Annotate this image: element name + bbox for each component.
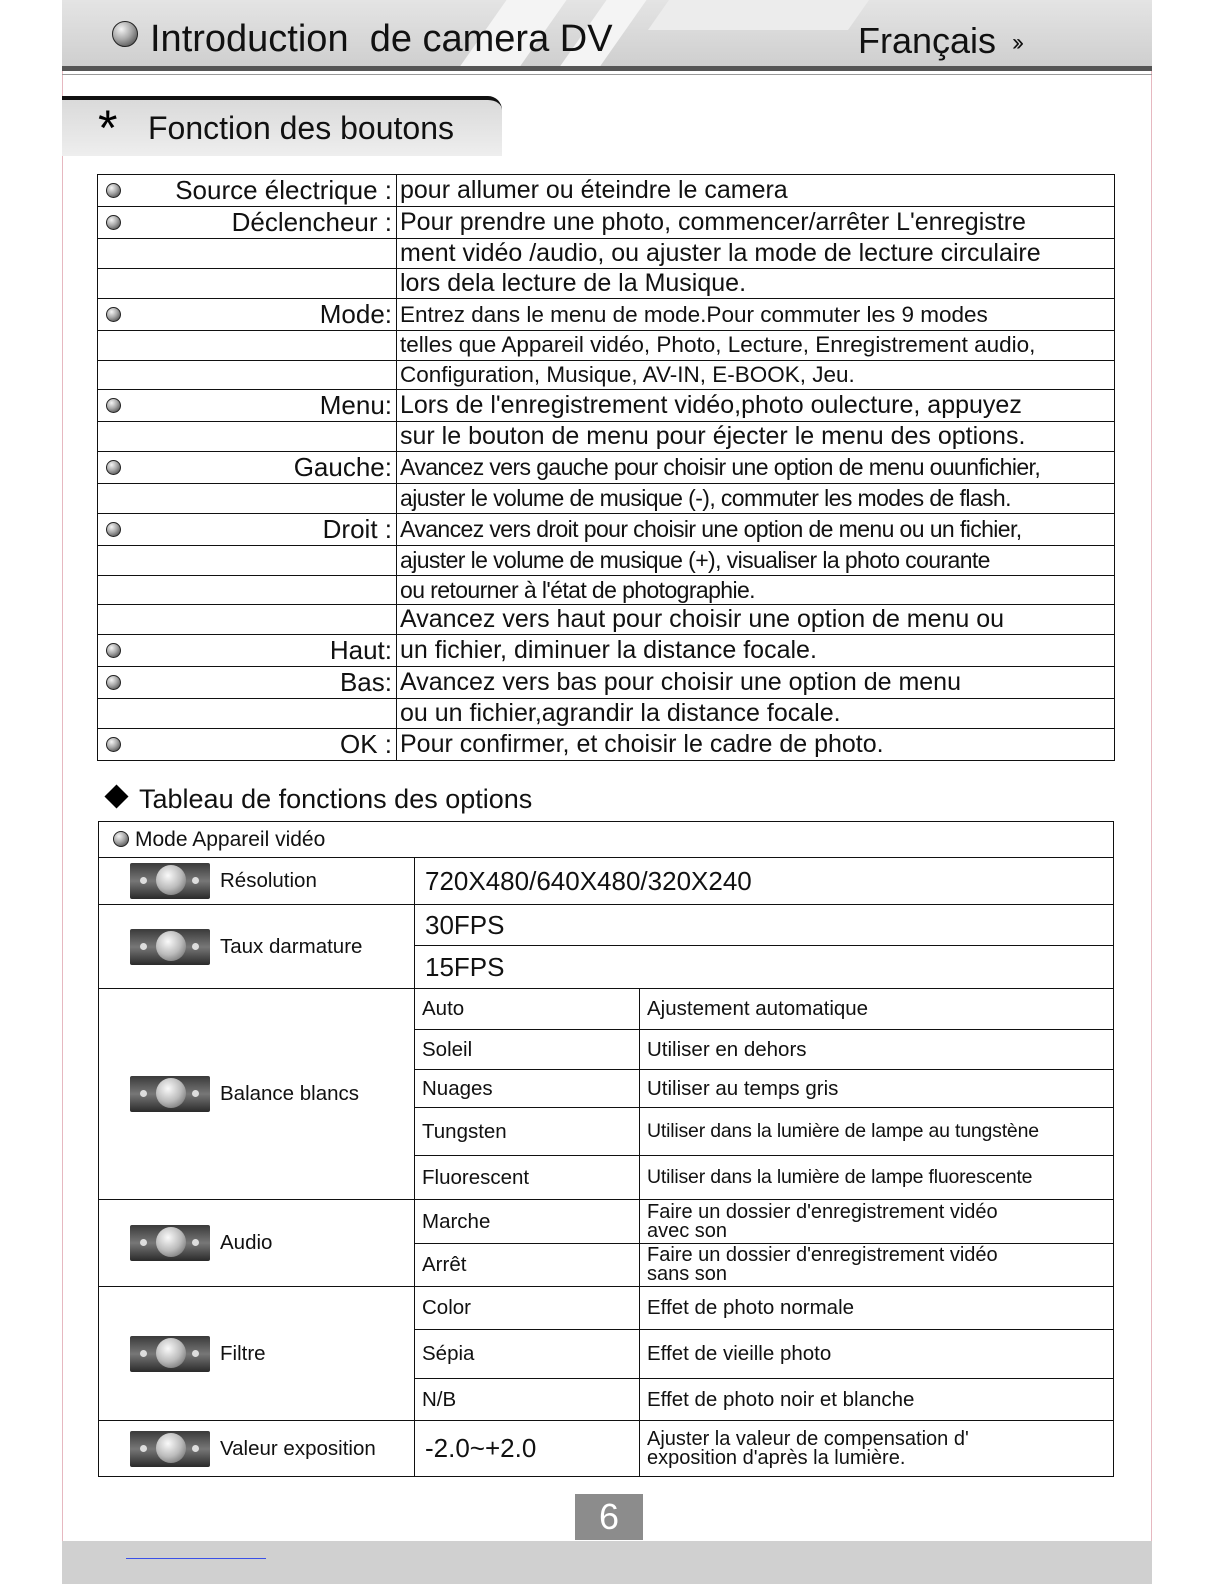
button-description: lors dela lecture de la Musique. [397, 269, 1115, 299]
option-description [640, 1244, 1114, 1287]
description-line: sans son [647, 1263, 728, 1285]
resolution-icon [130, 863, 210, 899]
section-tab [62, 96, 502, 156]
button-name: Gauche: [293, 452, 392, 483]
button-description: Avancez vers haut pour choisir une option de menu ou [397, 605, 1115, 635]
bullet-orb-icon [106, 460, 121, 475]
table-row [98, 635, 1115, 667]
button-description: ou un fichier,agrandir la distance focale. [397, 699, 1115, 729]
table-row [98, 605, 1115, 635]
options-table [98, 821, 1114, 1477]
footer-link-underline [126, 1558, 266, 1559]
button-name-cell [98, 207, 397, 239]
button-name-cell [98, 390, 397, 422]
white-balance-icon [130, 1076, 210, 1112]
table-row [98, 360, 1115, 390]
mode-title: Mode Appareil vidéo [135, 827, 326, 851]
page-title-text: Introduction de camera DV [150, 18, 613, 60]
table-row [98, 175, 1115, 207]
table-row [98, 207, 1115, 239]
page-title [112, 18, 613, 61]
feature-resolution [99, 858, 415, 905]
bullet-orb-icon [106, 183, 121, 198]
bullet-orb-icon [106, 522, 121, 537]
button-description: telles que Appareil vidéo, Photo, Lecture, Enregistrement audio, [397, 331, 1115, 361]
table-row [99, 905, 1114, 946]
feature-label: Audio [220, 1231, 273, 1254]
frame-rate-value: 15FPS [415, 946, 1114, 989]
resolution-value: 720X480/640X480/320X240 [415, 858, 1114, 905]
table-row [98, 484, 1115, 514]
button-description: Avancez vers bas pour choisir une option de menu [397, 667, 1115, 699]
section-title: Fonction des boutons [148, 110, 454, 146]
description-line: Ajuster la valeur de compensation d' [647, 1427, 969, 1450]
feature-white-balance [99, 989, 415, 1200]
option-description: Utiliser au temps gris [640, 1070, 1114, 1108]
right-margin-line [1151, 0, 1152, 1584]
table-row [98, 452, 1115, 484]
bullet-orb-icon [106, 398, 121, 413]
button-description: Pour confirmer, et choisir le cadre de photo. [397, 729, 1115, 761]
feature-label: Balance blancs [220, 1082, 360, 1105]
frame-rate-icon [130, 929, 210, 965]
exposure-value: -2.0~+2.0 [415, 1421, 640, 1477]
table-row [98, 667, 1115, 699]
button-description: Avancez vers gauche pour choisir une option de menu ouunfichier, [397, 452, 1115, 484]
frame-rate-value: 30FPS [415, 905, 1114, 946]
button-description: Lors de l'enregistrement vidéo,photo oulecture, appuyez [397, 390, 1115, 422]
option-description: Effet de vieille photo [640, 1330, 1114, 1379]
table-row [99, 822, 1114, 858]
button-description: Configuration, Musique, AV-IN, E-BOOK, Jeu. [397, 360, 1115, 390]
table-row [98, 729, 1115, 761]
language-text: Français [858, 20, 997, 61]
double-arrow-icon: ›› [1012, 29, 1021, 56]
option-value: Tungsten [415, 1108, 640, 1156]
description-line: Faire un dossier d'enregistrement vidéo [647, 1244, 998, 1266]
button-name: OK : [339, 729, 392, 760]
button-name-cell [98, 269, 397, 299]
option-value: Auto [415, 989, 640, 1030]
button-name-cell [98, 484, 397, 514]
table-row [98, 299, 1115, 331]
footer-band [62, 1541, 1152, 1584]
option-description: Effet de photo normale [640, 1287, 1114, 1330]
option-description: Utiliser dans la lumière de lampe fluorescente [640, 1156, 1114, 1200]
button-name-cell [98, 239, 397, 269]
option-description [640, 1200, 1114, 1244]
feature-label: Valeur exposition [220, 1436, 376, 1460]
button-name: Déclencheur : [231, 207, 392, 237]
button-name: Mode: [319, 299, 392, 329]
mode-header [99, 822, 1114, 858]
button-name-cell [98, 667, 397, 699]
feature-label: Filtre [220, 1341, 266, 1365]
bullet-orb-icon [113, 831, 129, 847]
option-description: Utiliser en dehors [640, 1030, 1114, 1070]
button-name-cell [98, 422, 397, 452]
bullet-orb-icon [112, 21, 138, 47]
button-name-cell [98, 605, 397, 635]
language-label [858, 20, 1020, 62]
table-row [98, 514, 1115, 546]
header-rule [62, 66, 1152, 71]
diamond-bullet-icon [104, 784, 128, 808]
left-margin-line [62, 0, 63, 1584]
table-row [99, 1200, 1114, 1244]
button-description: Avancez vers droit pour choisir une option de menu ou un fichier, [397, 514, 1115, 546]
feature-label: Taux darmature [220, 934, 363, 958]
option-value: Color [415, 1287, 640, 1330]
bullet-orb-icon [106, 675, 121, 690]
star-icon: * [98, 100, 118, 156]
button-name-cell [98, 575, 397, 605]
table-row [98, 422, 1115, 452]
table-row [98, 331, 1115, 361]
description-line: avec son [647, 1219, 728, 1242]
table-row [99, 858, 1114, 905]
option-value: Marche [415, 1200, 640, 1244]
button-name-cell [98, 635, 397, 667]
button-description: un fichier, diminuer la distance focale. [397, 635, 1115, 667]
description-line: exposition d'après la lumière. [647, 1446, 906, 1469]
option-value: Sépia [415, 1330, 640, 1379]
page-number: 6 [575, 1494, 643, 1540]
header-rule-thin [62, 74, 1152, 75]
button-name-cell [98, 699, 397, 729]
button-name-cell [98, 175, 397, 207]
description-line: Faire un dossier d'enregistrement vidéo [647, 1200, 998, 1223]
button-name: Source électrique : [175, 175, 392, 205]
options-heading [102, 784, 532, 815]
table-row [98, 546, 1115, 576]
option-value: Soleil [415, 1030, 640, 1070]
button-name-cell [98, 729, 397, 761]
button-name: Droit : [322, 514, 392, 545]
table-row [99, 1421, 1114, 1477]
button-description: ment vidéo /audio, ou ajuster la mode de lecture circulaire [397, 239, 1115, 269]
button-description: sur le bouton de menu pour éjecter le menu des options. [397, 422, 1115, 452]
feature-filter [99, 1287, 415, 1421]
table-row [98, 699, 1115, 729]
button-description: ajuster le volume de musique (-), commuter les modes de flash. [397, 484, 1115, 514]
option-description [640, 1421, 1114, 1477]
table-row [98, 575, 1115, 605]
button-function-table [97, 174, 1115, 761]
button-name-cell [98, 299, 397, 331]
button-description: Entrez dans le menu de mode.Pour commuter les 9 modes [397, 299, 1115, 331]
table-row [98, 269, 1115, 299]
button-description: pour allumer ou éteindre le camera [397, 175, 1115, 207]
button-description: ou retourner à l'état de photographie. [397, 575, 1115, 605]
table-row [98, 390, 1115, 422]
exposure-icon [130, 1431, 210, 1467]
button-name: Haut: [329, 635, 392, 666]
button-name-cell [98, 546, 397, 576]
feature-audio [99, 1200, 415, 1287]
option-value: Arrêt [415, 1244, 640, 1287]
button-name: Bas: [339, 667, 392, 698]
option-description: Ajustement automatique [640, 989, 1114, 1030]
button-name-cell [98, 452, 397, 484]
bullet-orb-icon [106, 643, 121, 658]
options-heading-text: Tableau de fonctions des options [139, 784, 533, 814]
feature-label: Résolution [220, 869, 317, 892]
feature-exposure [99, 1421, 415, 1477]
button-name-cell [98, 514, 397, 546]
button-name-cell [98, 331, 397, 361]
table-row [98, 239, 1115, 269]
bullet-orb-icon [106, 307, 121, 322]
button-description: ajuster le volume de musique (+), visualiser la photo courante [397, 546, 1115, 576]
option-value: Fluorescent [415, 1156, 640, 1200]
audio-icon [130, 1225, 210, 1261]
option-value: N/B [415, 1379, 640, 1421]
table-row [99, 989, 1114, 1030]
button-name: Menu: [319, 390, 392, 421]
feature-frame-rate [99, 905, 415, 989]
option-description: Utiliser dans la lumière de lampe au tungstène [640, 1108, 1114, 1156]
button-name-cell [98, 360, 397, 390]
bullet-orb-icon [106, 215, 121, 230]
option-value: Nuages [415, 1070, 640, 1108]
table-row [99, 1287, 1114, 1330]
filter-icon [130, 1336, 210, 1372]
bullet-orb-icon [106, 737, 121, 752]
button-description: Pour prendre une photo, commencer/arrêter L'enregistre [397, 207, 1115, 239]
option-description: Effet de photo noir et blanche [640, 1379, 1114, 1421]
